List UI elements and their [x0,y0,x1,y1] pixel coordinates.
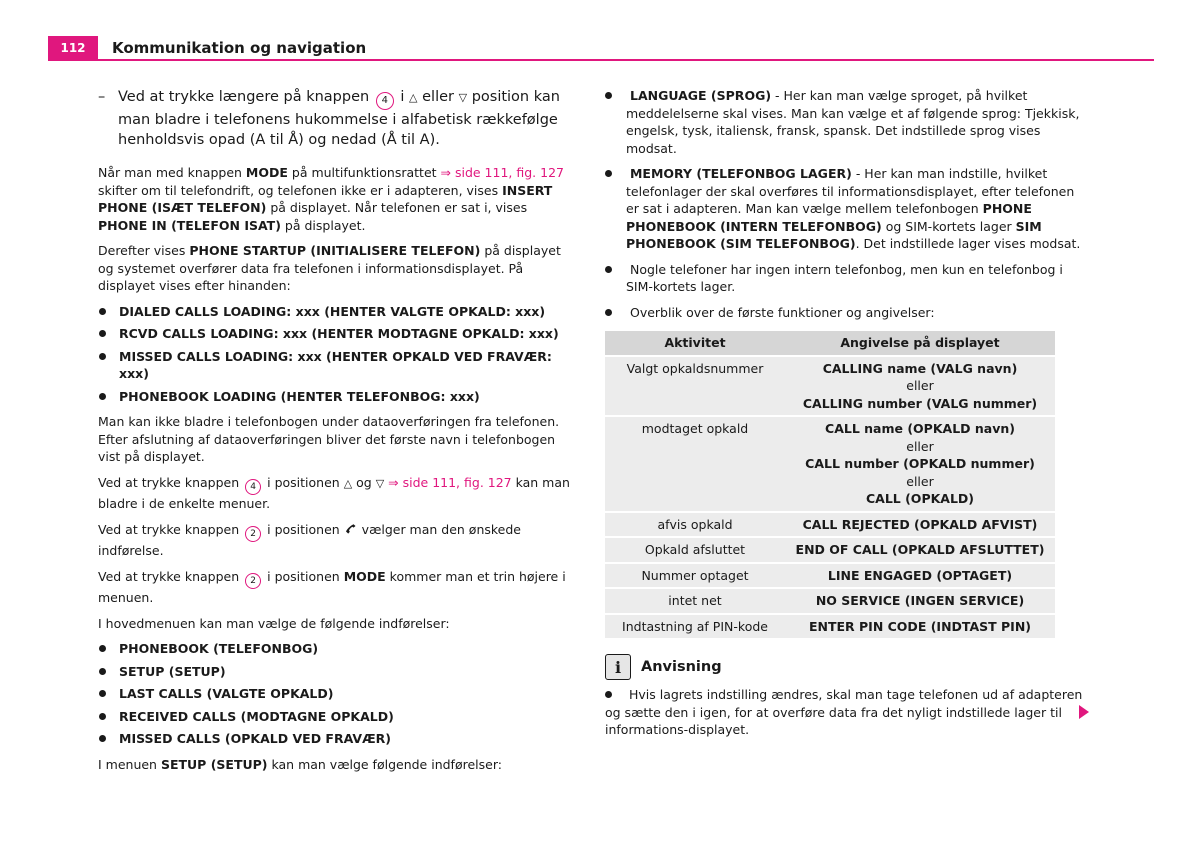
right-column [605,87,1085,747]
text: på displayet og systemet overfører data fra telefonen i informationsdisplayet. På displayet vises efter hinanden: [98,243,561,293]
text-bold: MEMORY (TELEFONBOG LAGER) [629,166,852,181]
text: på displayet. [284,217,366,233]
cell-display [785,417,1055,511]
display-text: CALLING name (VALG navn) [822,360,1018,376]
list-item: LAST CALLS (VALGTE OPKALD) [98,685,572,703]
intro-text [118,87,572,150]
cell-display: NO SERVICE (INGEN SERVICE) [785,589,1055,613]
text: Nogle telefoner har ingen intern telefonbog, men kun en telefonbog i SIM-kortets lager. [626,261,1063,294]
paragraph-startup [98,242,572,295]
paragraph-no-scroll: Man kan ikke bladre i telefonbogen under dataoverføringen fra telefonen. Efter afslutning af dataoverføringen bliver det første navn i telefonbogen vist på displayet. [98,414,560,464]
cell-display: END OF CALL (OPKALD AFSLUTTET) [785,538,1055,562]
text-bold: PHONE PHONEBOOK (INTERN TELEFONBOG) [626,201,1032,234]
display-or: eller [906,378,934,393]
display-text: CALLING number (VALG nummer) [802,395,1038,411]
display-messages-table [605,329,1055,640]
page-reference-link[interactable]: ⇒ side 111, fig. 127 [388,474,512,490]
bullet-sim-phonebook [605,261,1085,296]
bullet-memory [605,165,1085,253]
text-bold: MODE [343,568,386,584]
text-bold: INSERT PHONE (ISÆT TELEFON) [98,182,553,215]
loading-list [98,303,572,406]
list-item: SETUP (SETUP) [98,663,572,681]
text: på multifunktionsrattet [291,165,437,180]
text: Ved at trykke længere på knappen [118,89,370,105]
list-item: RECEIVED CALLS (MODTAGNE OPKALD) [98,708,572,726]
list-item: PHONEBOOK LOADING (HENTER TELEFONBOG: xxx) [98,388,572,406]
text: vælger man den ønskede indførelse. [98,521,521,558]
note-header [605,654,1085,680]
list-item: PHONEBOOK (TELEFONBOG) [98,640,572,658]
text-bold: PHONE IN (TELEFON ISAT) [98,217,281,233]
text: og [356,474,372,490]
cell-activity: modtaget opkald [605,417,785,511]
list-item: RCVD CALLS LOADING: xxx (HENTER MODTAGNE OPKALD: xxx) [98,325,572,343]
table-row [605,589,1055,613]
cell-activity: Valgt opkaldsnummer [605,357,785,416]
paragraph-scroll-menus [98,474,572,513]
list-item: MISSED CALLS (OPKALD VED FRAVÆR) [98,730,572,748]
list-item: MISSED CALLS LOADING: xxx (HENTER OPKALD VED FRAVÆR: xxx) [98,348,572,383]
cell-display: ENTER PIN CODE (INDTAST PIN) [785,615,1055,639]
list-item: DIALED CALLS LOADING: xxx (HENTER VALGTE OPKALD: xxx) [98,303,572,321]
text: skifter om til telefondrift, og telefonen ikke er i adapteren, vises [98,182,499,198]
bullet-overview [605,304,1085,322]
text: Hvis lagrets indstilling ændres, skal man tage telefonen ud af adapteren og sætte den i igen, for at overføre data fra det nyligt indstillede lager til informations-displayet. [605,687,1083,737]
button-2-icon: 2 [245,573,261,589]
text: Når man med knappen [98,165,242,180]
down-triangle-icon: ▽ [458,91,468,104]
text: - Her kan man vælge sproget, på hvilket meddelelserne skal vises. Man kan vælge et af følgende sprog: Tjekkisk, engelsk, tysk, italiensk, fransk, spansk. Det indstillede sprog vises modsat. [626,88,1080,156]
table-header-row [605,331,1055,355]
paragraph-mode [98,164,572,234]
header-rule [48,59,1154,61]
text: Ved at trykke knappen [98,568,240,584]
bullet-language [605,87,1085,157]
button-4-icon: 4 [376,92,394,110]
paragraph-main-menu: I hovedmenuen kan man vælge de følgende indførelser: [98,615,450,631]
text: position kan man bladre i telefonens hukommelse i alfabetisk rækkefølge henholdsvis opad (A til Å) og nedad (Å til A). [118,89,560,148]
text: i [400,89,405,105]
column-header-activity: Aktivitet [605,331,785,355]
down-triangle-icon: ▽ [375,476,385,490]
step-dash: – [98,89,106,105]
text: i positionen [267,521,340,537]
phone-handset-icon [344,522,358,536]
display-text: CALL name (OPKALD navn) [825,421,1015,436]
table-row [605,615,1055,639]
up-triangle-icon: △ [343,476,353,490]
text: eller [422,89,454,105]
table-row [605,417,1055,511]
text-bold: LANGUAGE (SPROG) [629,88,772,103]
cell-activity: Nummer optaget [605,564,785,588]
text: på displayet. Når telefonen er sat i, vises [270,200,528,215]
text: kan man bladre i de enkelte menuer. [98,474,570,511]
cell-activity: afvis opkald [605,513,785,537]
column-header-display: Angivelse på displayet [785,331,1055,355]
intro-step [98,87,572,150]
table-row [605,564,1055,588]
display-text: CALL number (OPKALD nummer) [805,456,1035,471]
page-reference-link[interactable]: ⇒ side 111, fig. 127 [440,165,564,180]
up-triangle-icon: △ [409,91,418,104]
info-icon: i [605,654,631,680]
table-row [605,357,1055,416]
text-bold: PHONE STARTUP (INITIALISERE TELEFON) [189,243,481,258]
text: . Det indstillede lager vises modsat. [855,236,1081,251]
text: - Her kan man indstille, hvilket telefonlager der skal overføres til informationsdisplayet, efter telefonen er sat i adapteren. Man kan vælge mellem telefonbogen [626,166,1075,216]
paragraph-select-entry [98,521,572,560]
cell-display: CALL REJECTED (OPKALD AFVIST) [785,513,1055,537]
note-title: Anvisning [641,659,722,675]
display-or: eller [906,438,934,454]
text: i positionen [267,568,340,584]
page-number: 112 [48,36,98,60]
note-text [605,686,1085,739]
text: Ved at trykke knappen [98,474,240,490]
table-row [605,513,1055,537]
cell-activity: Indtastning af PIN-kode [605,615,785,639]
text: Derefter vises [98,243,186,258]
cell-display: LINE ENGAGED (OPTAGET) [785,564,1055,588]
cell-activity: intet net [605,589,785,613]
text: og SIM-kortets lager [885,218,1012,234]
text: Overblik over de første funktioner og angivelser: [629,304,935,320]
text: kan man vælge følgende indførelser: [271,756,502,772]
text-bold: MODE [245,165,288,180]
display-or: eller [906,473,934,489]
text: Ved at trykke knappen [98,521,240,537]
text-bold: SETUP (SETUP) [160,756,268,772]
paragraph-menu-up [98,568,572,607]
text-bold: SIM PHONEBOOK (SIM TELEFONBOG) [626,218,1042,251]
main-menu-list [98,640,572,748]
display-text: CALL (OPKALD) [865,491,975,506]
table-row [605,538,1055,562]
text: kommer man et trin højere i menuen. [98,568,566,605]
paragraph-setup-menu [98,756,572,774]
next-page-arrow-icon [1079,705,1089,719]
button-2-icon: 2 [245,526,261,542]
cell-activity: Opkald afsluttet [605,538,785,562]
cell-display [785,357,1055,416]
button-4-icon: 4 [245,479,261,495]
page-header-title: Kommunikation og navigation [112,39,367,57]
left-column [98,87,572,781]
text: I menuen [98,756,157,772]
text: i positionen [267,474,340,490]
